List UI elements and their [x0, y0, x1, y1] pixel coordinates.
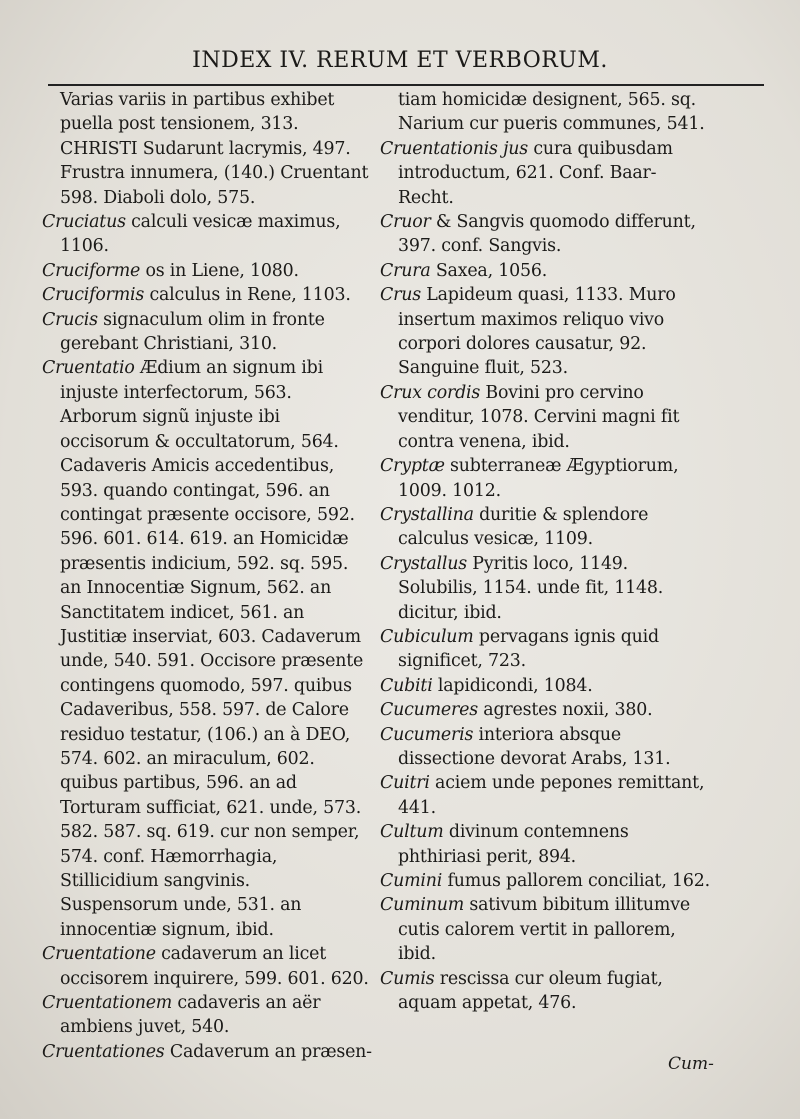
entry-text: Saxea, 1056.: [430, 260, 548, 281]
entry-text: agrestes noxii, 380.: [477, 700, 653, 721]
entry-text: pervagans ignis quid significet, 723.: [398, 626, 659, 672]
index-entry: [42, 308, 372, 357]
index-entry: [380, 503, 710, 552]
index-entry: [380, 820, 710, 869]
entry-text: interiora absque dissectione devorat Arabs, 131.: [398, 724, 671, 769]
entry-headword: Cryptæ: [380, 456, 445, 477]
right-column: [380, 88, 710, 1015]
entry-headword: Cruentatione: [42, 944, 156, 965]
entry-text: Pyritis loco, 1149. Solubilis, 1154. unde fit, 1148. dicitur, ibid.: [398, 553, 664, 623]
index-entry: [380, 869, 710, 893]
entry-headword: Crura: [380, 260, 431, 281]
entry-text: subterraneæ Ægyptiorum, 1009. 1012.: [398, 456, 679, 501]
entry-headword: Crucis: [42, 309, 98, 330]
entry-text: calculus in Rene, 1103.: [144, 285, 351, 306]
entry-text: sativum bibitum illitumve cutis calorem vertit in pallorem, ibid.: [398, 895, 690, 965]
index-entry: [380, 137, 710, 210]
entry-headword: Cruentationis jus: [380, 138, 529, 159]
catchword: Cum-: [668, 1054, 714, 1074]
entry-headword: Cruor: [380, 212, 431, 233]
entry-text: lapidicondi, 1084.: [432, 675, 593, 696]
entry-text: Ædium an signum ibi injuste interfectorum, 563. Arborum signũ injuste ibi occisorum & occultatorum, 564. Cadaveris Amicis accedentibus, 593. quando contingat, 596. an contingat præsente occisore, 592. 596. 601. 614. 619. an Homicidæ præsentis indicium, 592. sq. 595. an Innocentiæ Signum, 562. an Sanctitatem indicet, 561. an Justitiæ inserviat, 603. Cadaverum unde, 540. 591. Occisore præsente contingens quomodo, 597. quibus Cadaveribus, 558. 597. de Calore residuo testatur, (106.) an à DEO, 574. 602. an miraculum, 602. quibus partibus, 596. an ad Torturam sufficiat, 621. unde, 573. 582. 587. sq. 619. cur non semper, 574. conf. Hæmorrhagia, Stillicidium sangvinis. Suspensorum unde, 531. an innocentiæ signum, ibid.: [60, 358, 364, 940]
entry-text: os in Liene, 1080.: [140, 260, 299, 281]
index-entry: [380, 552, 710, 625]
entry-text: Bovini pro cervino venditur, 1078. Cervini magni fit contra venena, ibid.: [398, 382, 680, 452]
entry-headword: Cruentationes: [42, 1041, 165, 1062]
entry-headword: Cucumeres: [380, 700, 478, 721]
entry-headword: Crux cordis: [380, 382, 481, 403]
index-entry: [380, 381, 710, 454]
left-column: [42, 88, 372, 1064]
index-entry: [42, 259, 372, 283]
entry-text: Cadaverum an præsen-: [164, 1041, 372, 1062]
entry-headword: Crystallus: [380, 553, 467, 574]
entry-text: calculi vesicæ maximus, 1106.: [60, 212, 341, 257]
index-entry: [380, 674, 710, 698]
index-entry: [42, 356, 372, 942]
entry-headword: Cumis: [380, 968, 435, 989]
entry-headword: Cubiti: [380, 675, 433, 696]
header-rule: [48, 84, 764, 86]
entry-headword: Cumini: [380, 871, 443, 891]
index-entry: [42, 1040, 372, 1064]
index-entry: [380, 454, 710, 503]
index-entry: [380, 723, 710, 772]
index-entry: [42, 283, 372, 307]
entry-headword: Cuitri: [380, 773, 430, 794]
entry-headword: Cruentationem: [42, 993, 173, 1014]
entry-headword: Crystallina: [380, 504, 474, 525]
index-entry: [380, 88, 710, 137]
entry-text: aciem unde pepones remittant, 441.: [398, 773, 705, 818]
entry-headword: Cultum: [380, 822, 444, 843]
entry-headword: Cruciformis: [42, 285, 145, 306]
entry-text: duritie & splendore calculus vesicæ, 1109.: [398, 504, 649, 550]
running-header: INDEX IV. RERUM ET VERBORUM.: [192, 48, 608, 73]
index-entry: [42, 991, 372, 1040]
entry-text: cura quibusdam introductum, 621. Conf. Baar-Recht.: [398, 138, 673, 208]
entry-headword: Crus: [380, 285, 421, 306]
entry-text: Varias variis in partibus exhibet puella post tensionem, 313. CHRISTI Sudarunt lacrymis, 497. Frustra innumera, (140.) Cruentant 598. Diaboli dolo, 575.: [60, 90, 369, 208]
entry-text: Lapideum quasi, 1133. Muro insertum maximos reliquo vivo corpori dolores causatur, 92. Sanguine fluit, 523.: [398, 285, 676, 379]
index-entry: [380, 283, 710, 381]
index-entry: [380, 967, 710, 1016]
entry-headword: Cubiculum: [380, 626, 474, 647]
index-entry: [42, 88, 372, 210]
entry-headword: Cruciforme: [42, 260, 141, 281]
index-entry: [380, 625, 710, 674]
entry-headword: Cuminum: [380, 895, 465, 916]
index-entry: [380, 771, 710, 820]
entry-text: signaculum olim in fronte gerebant Christiani, 310.: [60, 309, 325, 355]
entry-headword: Cruentatio: [42, 358, 135, 379]
index-entry: [42, 210, 372, 259]
index-entry: [380, 259, 710, 283]
entry-text: & Sangvis quomodo differunt, 397. conf. Sangvis.: [398, 212, 696, 257]
entry-text: divinum contemnens phthiriasi perit, 894.: [398, 822, 629, 867]
entry-text: fumus pallorem conciliat, 162.: [442, 871, 710, 891]
index-entry: [42, 942, 372, 991]
entry-text: cadaverum an licet occisorem inquirere, 599. 601. 620.: [60, 944, 369, 989]
entry-headword: Cruciatus: [42, 212, 126, 233]
index-entry: [380, 698, 710, 722]
entry-headword: Cucumeris: [380, 724, 474, 745]
index-entry: [380, 893, 710, 966]
index-entry: [380, 210, 710, 259]
entry-text: tiam homicidæ designent, 565. sq. Narium cur pueris communes, 541.: [398, 90, 705, 135]
entry-text: cadaveris an aër ambiens juvet, 540.: [60, 993, 321, 1038]
entry-text: rescissa cur oleum fugiat, aquam appetat, 476.: [398, 968, 663, 1014]
